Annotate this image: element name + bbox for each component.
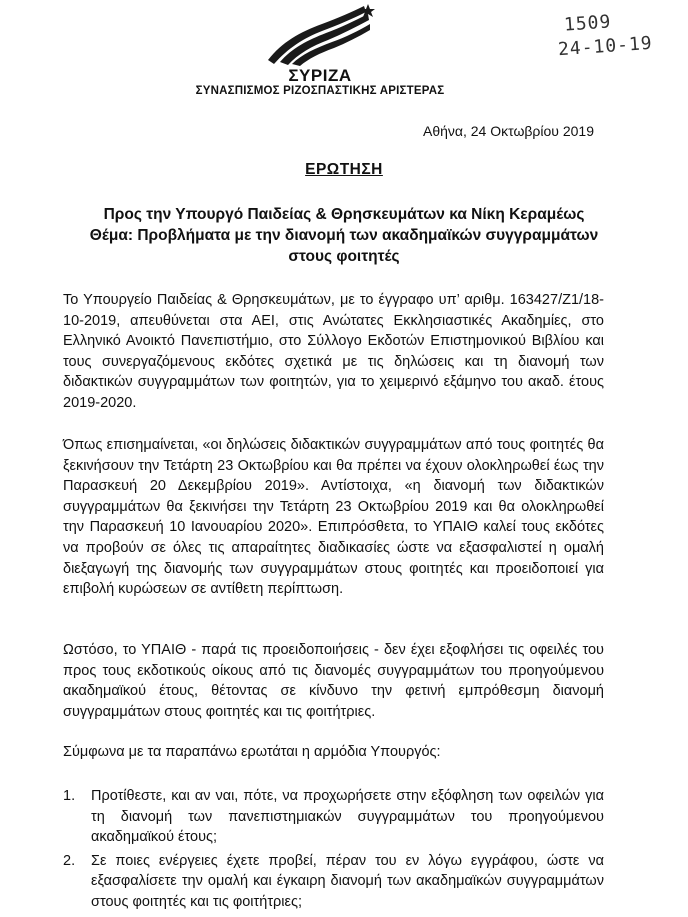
- party-logo: [195, 2, 445, 102]
- party-name: ΣΥΡΙΖΑ: [288, 66, 352, 85]
- questions-list: [63, 786, 604, 916]
- addressee-line: Προς την Υπουργό Παιδείας & Θρησκευμάτων κα Νίκη Κεραμέως: [103, 206, 585, 223]
- question-number: 2.: [63, 852, 76, 869]
- handwritten-protocol-number: 1509: [563, 11, 613, 36]
- question-number: 1.: [63, 788, 76, 804]
- question-item: [63, 851, 604, 913]
- paragraph: Το Υπουργείο Παιδείας & Θρησκευμάτων, με το έγγραφο υπ’ αριθμ. 163427/Ζ1/18-10-2019, απευθύνεται στα ΑΕΙ, στις Ανώτατες Εκκλησιαστικές Ακαδημίες, στο Ελληνικό Ανοικτό Πανεπιστήμιο, στο Σύλλογο Εκδοτών Επιστημονικού Βιβλίου και τους συνεργαζόμενους εκδότες σχετικά με τις δηλώσεις και τη διανομή των διδακτικών συγγραμμάτων των φοιτητών, για το χειμερινό εξάμηνο του ακαδ. έτους 2019-2020.: [63, 292, 604, 411]
- subject-line: Θέμα: Προβλήματα με την διανομή των ακαδημαϊκών συγγραμμάτων: [89, 227, 599, 244]
- question-item: [63, 786, 604, 848]
- question-text: Σε ποιες ενέργειες έχετε προβεί, πέραν του εν λόγω εγγράφου, ώστε να εξασφαλίσετε την ομαλή και έγκαιρη διανομή των ακαδημαϊκών συγγραμμάτων στους φοιτητές και τις φοιτήτριες;: [91, 852, 604, 910]
- paragraph: Όπως επισημαίνεται, «οι δηλώσεις διδακτικών συγγραμμάτων από τους φοιτητές θα ξεκινήσουν την Τετάρτη 23 Οκτωβρίου και θα πρέπει να έχουν ολοκληρωθεί έως την Παρασκευή 20 Δεκεμβρίου 2019». Αντίστοιχα, «η διανομή των διδακτικών συγγραμμάτων θα ξεκινήσει την Τετάρτη 23 Οκτωβρίου 2019 και θα ολοκληρωθεί την Παρασκευή 10 Ιανουαρίου 2020». Επιπρόσθετα, το ΥΠΑΙΘ καλεί τους εκδότες να προβούν σε όλες τις απαραίτητες διαδικασίες ώστε να εξασφαλιστεί η ομαλή διεξαγωγή της διανομής των συγγραμμάτων στους φοιτητές και προειδοποιεί για επιβολή κυρώσεων σε αντίθετη περίπτωση.: [63, 437, 604, 598]
- syriza-flag-star-icon: [260, 2, 380, 66]
- handwritten-date: 24-10-19: [557, 32, 654, 61]
- question-intro: Σύμφωνα με τα παραπάνω ερωτάται η αρμόδια Υπουργός:: [63, 744, 441, 760]
- document-title: ΕΡΩΤΗΣΗ: [305, 161, 383, 178]
- subject-line-continued: στους φοιτητές: [288, 248, 400, 265]
- subject-block: [40, 204, 648, 267]
- question-text: Προτίθεστε, και αν ναι, πότε, να προχωρήσετε στην εξόφληση των οφειλών για τη διανομή των πανεπιστημιακών συγγραμμάτων του προηγούμενου ακαδημαϊκού έτους;: [91, 788, 604, 846]
- date-line: Αθήνα, 24 Οκτωβρίου 2019: [422, 123, 594, 139]
- paragraph: Ωστόσο, το ΥΠΑΙΘ - παρά τις προειδοποιήσεις - δεν έχει εξοφλήσει τις οφειλές του προς τους εκδοτικούς οίκους από τις διανομές συγγραμμάτων του προηγούμενου ακαδημαϊκού έτους, θέτοντας σε κίνδυνο την φετινή εμπρόθεσμη διανομή συγγραμμάτων στους φοιτητές και τις φοιτήτριες.: [63, 642, 604, 720]
- party-full-name: ΣΥΝΑΣΠΙΣΜΟΣ ΡΙΖΟΣΠΑΣΤΙΚΗΣ ΑΡΙΣΤΕΡΑΣ: [195, 85, 445, 97]
